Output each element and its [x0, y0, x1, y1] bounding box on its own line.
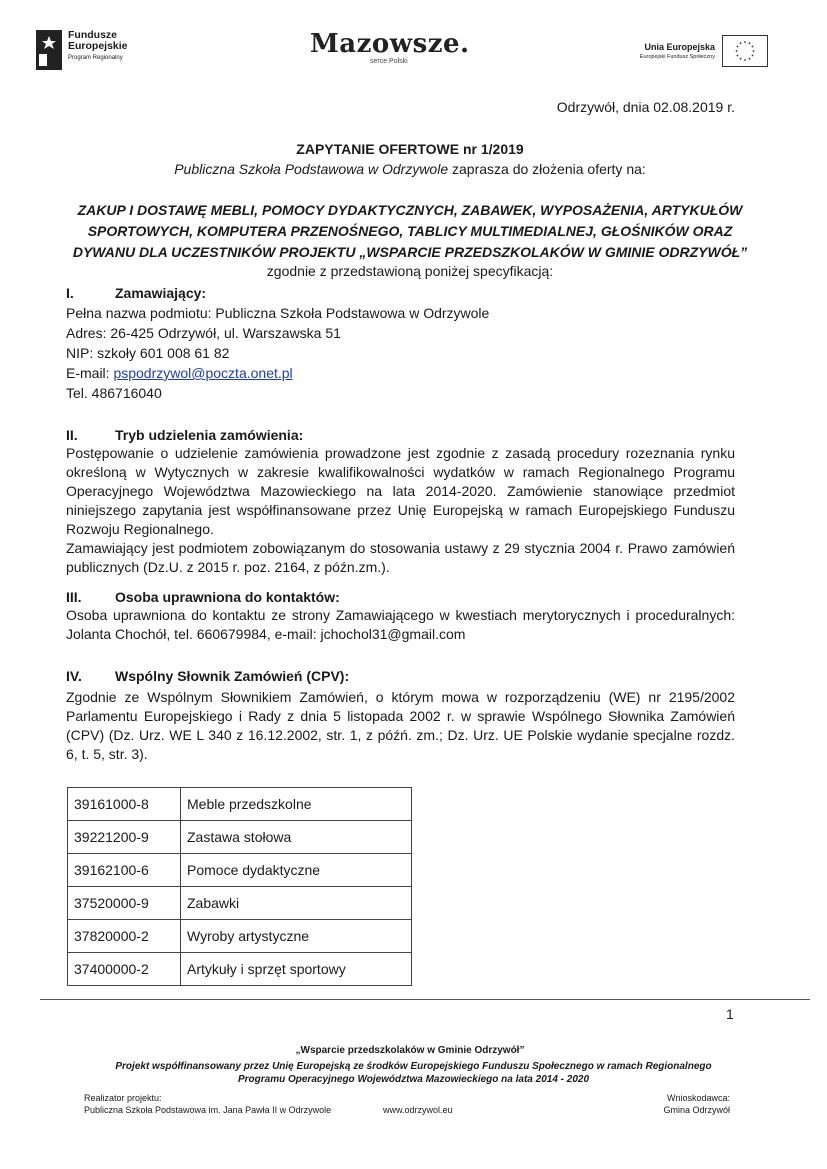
section-2-heading	[66, 426, 735, 444]
unia-europejska-logo-text	[600, 42, 715, 62]
order-topic	[60, 200, 760, 263]
cpv-code: 39221200-9	[68, 821, 181, 854]
table-row	[68, 953, 412, 986]
topic-line-1: ZAKUP I DOSTAWĘ MEBLI, POMOCY DYDAKTYCZNYCH, ZABAWEK, WYPOSAŻENIA, ARTYKUŁÓW	[77, 202, 743, 218]
table-row	[68, 854, 412, 887]
table-row	[68, 920, 412, 953]
section-1-heading	[66, 284, 735, 302]
applicant-label: Wnioskodawca:	[666, 1093, 730, 1103]
footer-applicant	[663, 1092, 730, 1116]
ue-logo-line2: Europejski Fundusz Społeczny	[639, 54, 715, 60]
document-subtitle	[60, 160, 760, 178]
cpv-name: Meble przedszkolne	[181, 788, 412, 821]
mazowsze-logo-title: Mazowsze.	[310, 29, 470, 59]
section-2-paragraph-2: Zamawiający jest podmiotem zobowiązanym do stosowania ustawy z 29 stycznia 2004 r. Prawo zamówień publicznych (Dz.U. z 2015 r. poz. 2164, z późn.zm.).	[66, 540, 735, 575]
section-3-number: III.	[66, 589, 82, 605]
section-4-number: IV.	[66, 668, 82, 684]
cpv-name: Pomoce dydaktyczne	[181, 854, 412, 887]
cpv-name: Artykuły i sprzęt sportowy	[181, 953, 412, 986]
eu-flag-icon	[722, 35, 768, 67]
section-4-paragraph: Zgodnie ze Wspólnym Słownikiem Zamówień, o którym mowa w rozporządzeniu (WE) nr 2195/2002 Parlamentu Europejskiego i Rady z dnia 5 listopada 2002 r. w sprawie Wspólnego Słownika Zamówień (CPV) (Dz. Urz. WE L 340 z 16.12.2002, str. 1, z późń. zm.; Dz. Urz. UE Polskie wydanie specjalne rozdz. 6, t. 5, str. 3).	[66, 689, 735, 762]
school-email-link[interactable]: pspodrzywol@poczta.onet.pl	[113, 365, 293, 381]
footer-cofinance	[40, 1060, 787, 1086]
footer-cofinance-line-2: Programu Operacyjnego Województwa Mazowieckiego na lata 2014 - 2020	[237, 1074, 590, 1085]
section-4-heading	[66, 667, 735, 685]
realizator-name: Publiczna Szkoła Podstawowa im. Jana Pawła II w Odrzywole	[84, 1105, 332, 1115]
section-4-title: Wspólny Słownik Zamówień (CPV):	[115, 668, 350, 684]
section-2	[66, 426, 735, 577]
realizator-label: Realizator projektu:	[84, 1093, 162, 1103]
cpv-code: 39162100-6	[68, 854, 181, 887]
table-row	[68, 887, 412, 920]
section-4	[66, 667, 735, 764]
fe-logo-line2: Europejskie	[68, 40, 128, 52]
cpv-code: 37400000-2	[68, 953, 181, 986]
table-row	[68, 821, 412, 854]
cpv-name: Zabawki	[181, 887, 412, 920]
topic-line-2: SPORTOWYCH, KOMPUTERA PRZENOŚNEGO, TABLICY MULTIMEDIALNEJ, GŁOŚNIKÓW ORAZ	[87, 223, 733, 239]
fundusze-europejskie-logo	[68, 30, 128, 64]
section-1-line-1: Pełna nazwa podmiotu: Publiczna Szkoła Podstawowa w Odrzywole	[66, 305, 490, 321]
school-name-italic: Publiczna Szkoła Podstawowa w Odrzywole	[174, 161, 449, 177]
section-1-tel: Tel. 486716040	[66, 385, 162, 401]
mazowsze-logo-subtitle: serce Polski	[370, 58, 408, 65]
document-date: Odrzywół, dnia 02.08.2019 r.	[556, 99, 735, 115]
section-3-title: Osoba uprawniona do kontaktów:	[115, 589, 340, 605]
table-row	[68, 788, 412, 821]
section-3-paragraph: Osoba uprawniona do kontaktu ze strony Zamawiającego w kwestiach merytorycznych i proceduralnych: Jolanta Chochół, tel. 660679984, e-mail: jchochol31@gmail.com	[66, 607, 735, 642]
email-label: E-mail:	[66, 365, 114, 381]
footer-divider	[40, 999, 810, 1000]
footer-website[interactable]: www.odrzywol.eu	[383, 1105, 453, 1115]
cpv-code: 37820000-2	[68, 920, 181, 953]
specification-line: zgodnie z przedstawioną poniżej specyfikacją:	[266, 263, 554, 279]
document-title: ZAPYTANIE OFERTOWE nr 1/2019	[296, 141, 524, 157]
ue-logo-line1: Unia Europejska	[644, 42, 715, 52]
cpv-code: 39161000-8	[68, 788, 181, 821]
footer-project-name: „Wsparcie przedszkolaków w Gminie Odrzywół”	[295, 1045, 525, 1056]
section-1-line-2: Adres: 26-425 Odrzywół, ul. Warszawska 51	[66, 325, 341, 341]
mazowsze-logo	[310, 29, 470, 65]
subtitle-rest: zaprasza do złożenia oferty na:	[448, 161, 646, 177]
section-3-heading	[66, 588, 735, 606]
section-3	[66, 588, 735, 644]
footer-realizator	[84, 1092, 331, 1116]
footer-cofinance-line-1: Projekt współfinansowany przez Unię Europejską ze środków Europejskiego Funduszu Społecznego w ramach Regionalnego	[115, 1061, 712, 1072]
section-2-title: Tryb udzielenia zamówienia:	[115, 427, 304, 443]
section-1-number: I.	[66, 285, 74, 301]
page-number: 1	[726, 1006, 734, 1022]
section-1	[66, 284, 735, 402]
cpv-table	[67, 787, 412, 986]
cpv-name: Zastawa stołowa	[181, 821, 412, 854]
section-1-email-row	[66, 364, 735, 382]
fundusze-europejskie-logo-mark	[36, 30, 62, 70]
applicant-name: Gmina Odrzywół	[663, 1105, 730, 1115]
cpv-name: Wyroby artystyczne	[181, 920, 412, 953]
cpv-code: 37520000-9	[68, 887, 181, 920]
section-1-title: Zamawiający:	[115, 285, 207, 301]
section-2-number: II.	[66, 427, 78, 443]
topic-line-3: DYWANU DLA UCZESTNIKÓW PROJEKTU „WSPARCIE PRZEDSZKOLAKÓW W GMINIE ODRZYWÓŁ”	[72, 244, 748, 260]
section-1-line-3: NIP: szkoły 601 008 61 82	[66, 345, 230, 361]
fe-logo-line3: Program Regionalny	[68, 55, 123, 61]
section-2-paragraph-1: Postępowanie o udzielenie zamówienia prowadzone jest zgodnie z zasadą procedury rozeznania rynku określoną w Wytycznych w zakresie kwalifikowalności wydatków w ramach Regionalnego Programu Operacyjnego Województwa Mazowieckiego na lata 2014-2020. Zamówienie stanowiące przedmiot niniejszego zapytania jest współfinansowane przez Unię Europejską w ramach Europejskiego Funduszu Rozwoju Regionalnego.	[66, 445, 735, 537]
fe-logo-line1: Fundusze	[68, 29, 117, 41]
